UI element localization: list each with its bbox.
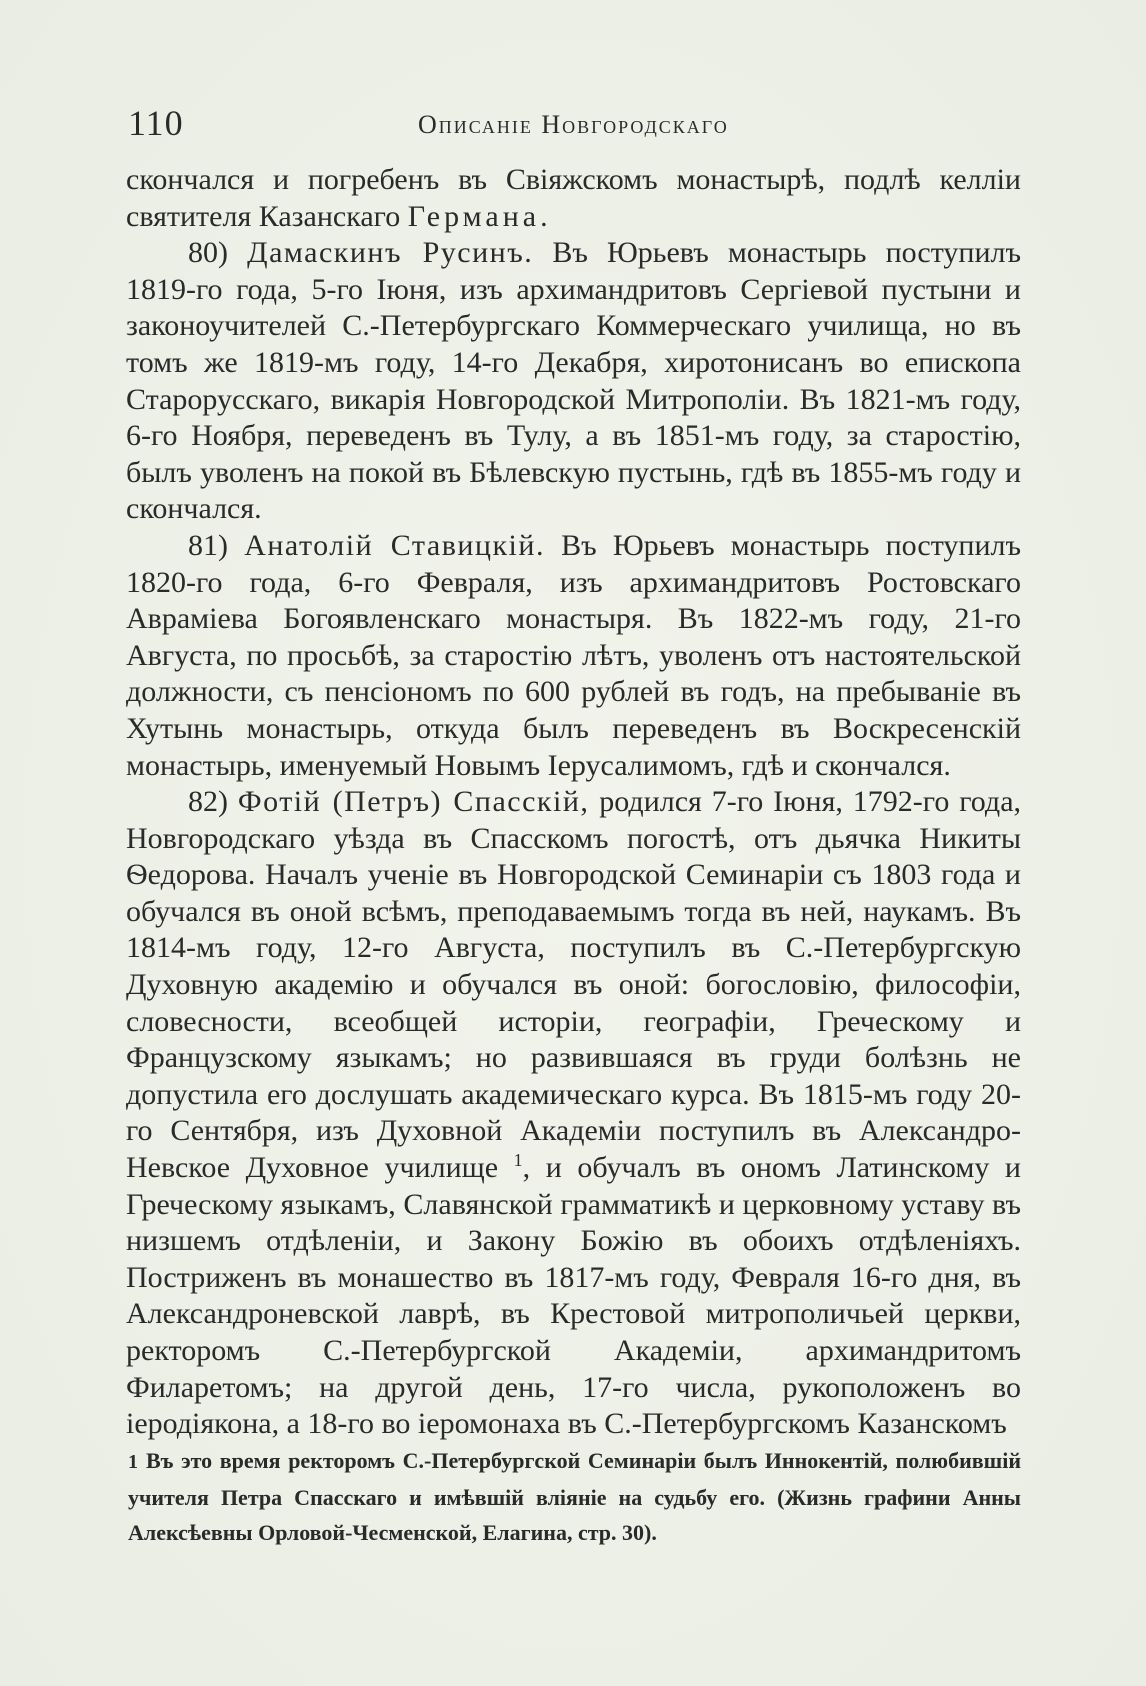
continuation-paragraph: [126, 162, 1021, 235]
entry-82-name: Фотій (Петръ) Спасскій,: [237, 785, 590, 819]
entry-81-number: 81): [188, 528, 228, 562]
footnote-marker: 1: [128, 1451, 138, 1473]
footnote-1: [128, 1443, 1021, 1550]
page-header: [128, 98, 1018, 148]
spaced-name-german: Германа.: [407, 199, 552, 233]
entry-80-text: Въ Юрьевъ монастырь поступилъ 1819-го года, 5-го Іюня, изъ архимандритовъ Сергіевой пустыни и законоучителей С.-Петербургскаго Коммерческаго училища, но въ томъ же 1819-мъ году, 14-го Декабря, хиротонисанъ во епископа Старорусскаго, викарія Новгородской Митрополіи. Въ 1821-мъ году, 6-го Ноября, переведенъ въ Тулу, а въ 1851-мъ году, за старостію, былъ уволенъ на покой въ Бѣлевскую пустынь, гдѣ въ 1855-мъ году и скончался.: [126, 236, 1021, 526]
entry-81-text: Въ Юрьевъ монастырь поступилъ 1820-го года, 6-го Февраля, изъ архимандритовъ Ростовскаго Авраміева Богоявленскаго монастыря. Въ 1822-мъ году, 21-го Августа, по просьбѣ, за старостію лѣтъ, уволенъ отъ настоятельской должности, съ пенсіономъ по 600 рублей въ годъ, на пребываніе въ Хутынь монастырь, откуда былъ переведенъ въ Воскресенскій монастырь, именуемый Новымъ Іерусалимомъ, гдѣ и скончался.: [126, 528, 1022, 782]
continuation-text: скончался и погребенъ въ Свіяжскомъ монастырѣ, подлѣ келліи святителя Казанскаго: [126, 163, 1021, 233]
main-text: [126, 162, 1021, 1443]
footnotes: [128, 1443, 1021, 1550]
entry-80-name: Дамаскинъ Русинъ.: [247, 236, 534, 270]
entry-80: [126, 235, 1021, 528]
footnote-text: Въ это время ректоромъ С.-Петербургской Семинаріи былъ Иннокентій, полюбившій учителя Петра Спасскаго и имѣвшій вліяніе на судьбу его. (Жизнь графини Анны Алексѣевны Орловой-Чесменской, Елагина, стр. 30).: [128, 1448, 1021, 1545]
entry-82-text-part-a: родился 7-го Іюня, 1792-го года, Новгородскаго уѣзда въ Спасскомъ погостѣ, отъ дьячка Никиты Ѳедорова. Началъ ученіе въ Новгородской Семинаріи съ 1803 года и обучался въ оной всѣмъ, преподаваемымъ тогда въ ней, наукамъ. Въ 1814-мъ году, 12-го Августа, поступилъ въ С.-Петербургскую Духовную академію и обучался въ оной: богословію, философіи, словесности, всеобщей исторіи, географіи, Греческому и Французскому языкамъ; но развившаяся въ груди болѣзнь не допустила его дослушать академическаго курса. Въ 1815-мъ году 20-го Сентября, изъ Духовной Академіи поступилъ въ Александро-Невское Духовное училище: [126, 785, 1022, 1185]
entry-82-number: 82): [188, 785, 228, 819]
entry-82: [126, 784, 1021, 1443]
entry-81: [126, 528, 1021, 784]
page-number: 110: [128, 103, 184, 143]
entry-82-text-part-b: , и обучалъ въ ономъ Латинскому и Греческому языкамъ, Славянской грамматикѣ и церковному уставу въ низшемъ отдѣленіи, и Закону Божію въ обоихъ отдѣленіяхъ. Постриженъ въ монашество въ 1817-мъ году, Февраля 16-го дня, въ Александроневской лаврѣ, въ Крестовой митрополичьей церкви, ректоромъ С.-Петербургской Академіи, архимандритомъ Филаретомъ; на другой день, 17-го числа, рукоположенъ во іеродіякона, а 18-го во іеромонаха въ С.-Петербургскомъ Казанскомъ: [126, 1151, 1021, 1441]
entry-81-name: Анатолій Ставицкій.: [244, 528, 545, 562]
entry-80-number: 80): [188, 236, 228, 270]
footnote-reference[interactable]: 1: [513, 1150, 523, 1171]
running-title: Описаніе Новгородскаго: [418, 110, 729, 139]
